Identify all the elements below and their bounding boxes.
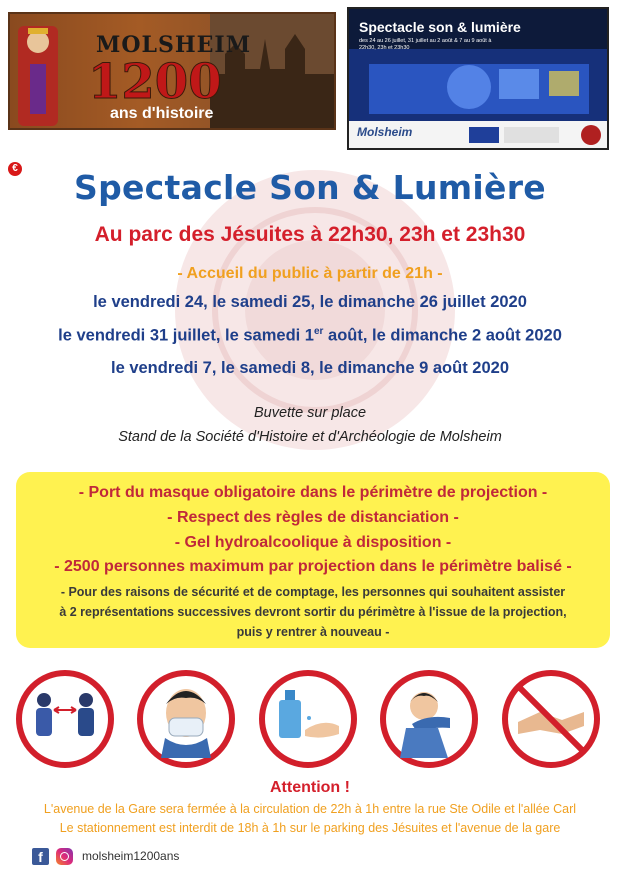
- instagram-icon[interactable]: [56, 848, 73, 865]
- rule-gel: - Gel hydroalcoolique à disposition -: [174, 534, 452, 551]
- eu-flag-icon: [469, 127, 499, 143]
- banner-molsheim-1200: [8, 12, 336, 130]
- road-closure-note: L'avenue de la Gare sera fermée à la circulation de 22h à 1h entre la rue Ste Odile et l'allée Carl: [43, 802, 577, 816]
- banner-subtitle: ans d'histoire: [110, 105, 214, 122]
- banner-show-title: Spectacle son & lumière: [359, 19, 521, 35]
- copyright-icon: €: [8, 162, 22, 176]
- banner-show-dates: des 24 au 26 juillet, 31 juillet au 2 août & 7 au 9 août à 22h30, 23h et 23h30: [359, 38, 492, 51]
- page-title: Spectacle Son & Lumière: [74, 168, 546, 207]
- banner-town-logo: Molsheim: [357, 125, 413, 139]
- info-refreshments: Buvette sur place: [253, 405, 367, 421]
- distancing-icon: [14, 668, 116, 770]
- social-handle[interactable]: molsheim1200ans: [82, 849, 180, 863]
- date-line-1: le vendredi 24, le samedi 25, le dimanche 26 juillet 2020: [93, 293, 527, 311]
- banner-town-name: MOLSHEIM: [96, 32, 252, 58]
- welcome-time: - Accueil du public à partir de 21h -: [177, 265, 443, 282]
- date-line-2: le vendredi 31 juillet, le samedi 1er août, le dimanche 2 août 2020: [58, 326, 562, 345]
- banner-show-poster: [347, 7, 609, 150]
- partner-logo: [504, 127, 559, 143]
- parking-note: Le stationnement est interdit de 18h à 1h sur le parking des Jésuites et l'avenue de la gare: [59, 821, 561, 835]
- cough-elbow-icon: [378, 668, 480, 770]
- mask-icon: [135, 668, 237, 770]
- banner-anniversary-number: 1200: [88, 54, 222, 110]
- date-line-3: le vendredi 7, le samedi 8, le dimanche 9 août 2020: [110, 359, 509, 377]
- venue-times: Au parc des Jésuites à 22h30, 23h et 23h30: [94, 223, 526, 246]
- rule-distancing: - Respect des règles de distanciation -: [167, 509, 459, 526]
- facebook-icon[interactable]: f: [32, 848, 49, 865]
- seal-icon: [581, 125, 601, 145]
- rule-note: - Pour des raisons de sécurité et de comptage, les personnes qui souhaitent assister à 2 représentations successives devront sortir du périmètre à l'issue de la projection, puis y rentrer à nouveau -: [59, 585, 567, 639]
- info-history-stand: Stand de la Société d'Histoire et d'Archéologie de Molsheim: [118, 429, 502, 445]
- rule-capacity: - 2500 personnes maximum par projection dans le périmètre balisé -: [54, 558, 572, 575]
- banner-footer-strip: [349, 121, 607, 150]
- attention-heading: Attention !: [270, 779, 350, 796]
- no-handshake-icon: [500, 668, 602, 770]
- rule-mask: - Port du masque obligatoire dans le périmètre de projection -: [78, 484, 548, 501]
- health-rules-box: [16, 472, 610, 648]
- hand-gel-icon: [257, 668, 359, 770]
